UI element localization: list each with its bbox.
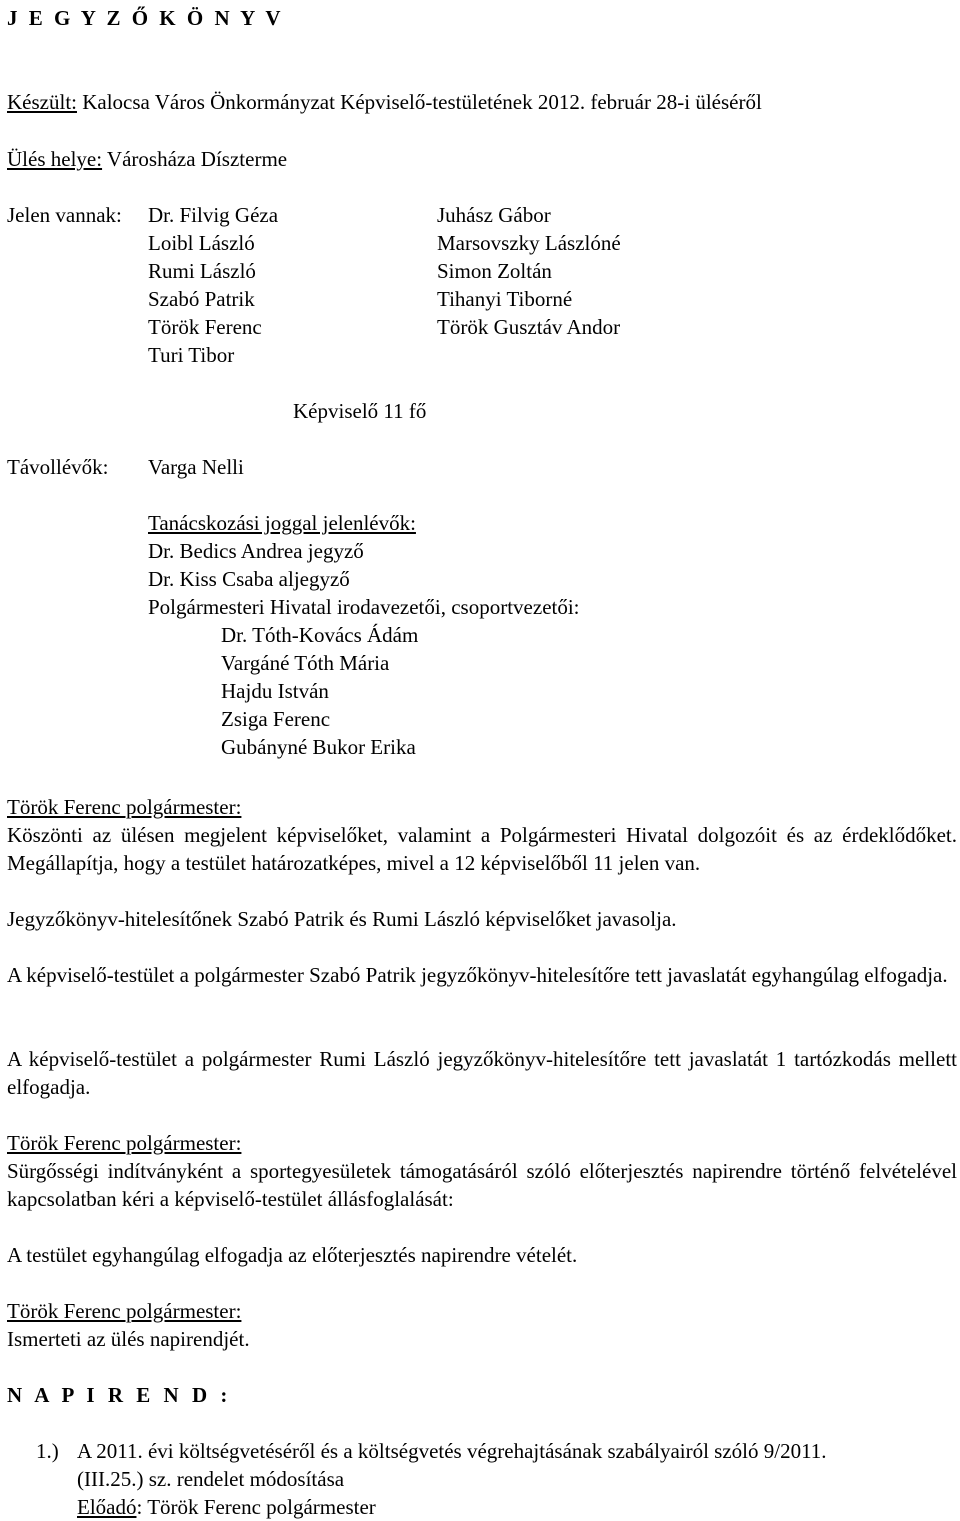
office-item: Gubányné Bukor Erika: [221, 735, 416, 759]
present-member: Turi Tibor: [148, 343, 235, 367]
present-right-list: [437, 201, 621, 341]
advisory-list: [148, 537, 580, 621]
office-item: Hajdu István: [221, 679, 329, 703]
speaker-label: Török Ferenc polgármester:: [7, 795, 242, 819]
agenda-item-line: (III.25.) sz. rendelet módosítása: [77, 1467, 345, 1491]
office-item: Dr. Tóth-Kovács Ádám: [221, 623, 419, 647]
absent-label: Távollévők:: [7, 455, 109, 479]
presenter-text: : Török Ferenc polgármester: [136, 1495, 376, 1519]
paragraph-welcome: Köszönti az ülésen megjelent képviselőket, valamint a Polgármesteri Hivatal dolgozóit és az érdeklődőket. Megállapítja, hogy a testület határozatképes, mivel a 12 képviselőből 11 jelen van.: [7, 823, 957, 875]
paragraph-authenticators: Jegyzőkönyv-hitelesítőnek Szabó Patrik és Rumi László képviselőket javasolja.: [7, 907, 677, 931]
present-member: Török Ferenc: [148, 315, 262, 339]
agenda-item-presenter: [77, 1493, 827, 1521]
speaker-label: Török Ferenc polgármester:: [7, 1299, 242, 1323]
office-item: Zsiga Ferenc: [221, 707, 331, 731]
speaker-label: Török Ferenc polgármester:: [7, 1131, 242, 1155]
agenda-item: [77, 1437, 827, 1521]
agenda-title: N A P I R E N D :: [7, 1383, 232, 1407]
absent-name: Varga Nelli: [148, 455, 244, 479]
presenter-label: Előadó: [77, 1495, 137, 1519]
present-member: Juhász Gábor: [437, 203, 551, 227]
place-label: Ülés helye:: [7, 147, 103, 171]
present-member: Szabó Patrik: [148, 287, 255, 311]
made-label: Készült:: [7, 90, 77, 114]
paragraph-vote-1: A képviselő-testület a polgármester Szabó Patrik jegyzőkönyv-hitelesítőre tett javaslatát egyhangúlag elfogadja.: [7, 963, 948, 987]
paragraph-agenda-accept: A testület egyhangúlag elfogadja az előterjesztés napirendre vételét.: [7, 1243, 578, 1267]
present-member: Dr. Filvig Géza: [148, 203, 279, 227]
present-member: Tihanyi Tiborné: [437, 287, 573, 311]
paragraph-vote-2: A képviselő-testület a polgármester Rumi László jegyzőkönyv-hitelesítőre tett javaslatát 1 tartózkodás mellett elfogadja.: [7, 1047, 957, 1099]
present-member: Simon Zoltán: [437, 259, 552, 283]
advisory-item: Dr. Kiss Csaba aljegyző: [148, 567, 350, 591]
place-text: Városháza Díszterme: [102, 147, 288, 171]
member-count: Képviselő 11 fő: [293, 399, 427, 423]
paragraph-urgent-motion: Sürgősségi indítványként a sportegyesületek támogatásáról szóló előterjesztés napirendre történő felvételével kapcsolatban kéri a képviselő-testület állásfoglalását:: [7, 1159, 957, 1211]
advisory-item: Dr. Bedics Andrea jegyző: [148, 539, 364, 563]
agenda-item-number: 1.): [36, 1439, 59, 1463]
document-title: J E G Y Z Ő K Ö N Y V: [7, 6, 284, 30]
present-member: Loibl László: [148, 231, 255, 255]
present-member: Marsovszky Lászlóné: [437, 231, 621, 255]
present-member: Rumi László: [148, 259, 256, 283]
office-label: Polgármesteri Hivatal irodavezetői, csoportvezetői:: [148, 595, 580, 619]
office-item: Vargáné Tóth Mária: [221, 651, 390, 675]
place-line: [7, 145, 287, 173]
office-list: [221, 621, 418, 761]
advisory-label: Tanácskozási joggal jelenlévők:: [148, 511, 416, 535]
present-left-list: [148, 201, 278, 369]
present-label: Jelen vannak:: [7, 203, 122, 227]
made-line: [7, 88, 762, 116]
made-text: Kalocsa Város Önkormányzat Képviselő-testületének 2012. február 28-i üléséről: [76, 90, 762, 114]
agenda-item-line: A 2011. évi költségvetéséről és a költségvetés végrehajtásának szabályairól szóló 9/2011.: [77, 1439, 827, 1463]
paragraph-agenda-intro: Ismerteti az ülés napirendjét.: [7, 1327, 250, 1351]
present-member: Török Gusztáv Andor: [437, 315, 621, 339]
